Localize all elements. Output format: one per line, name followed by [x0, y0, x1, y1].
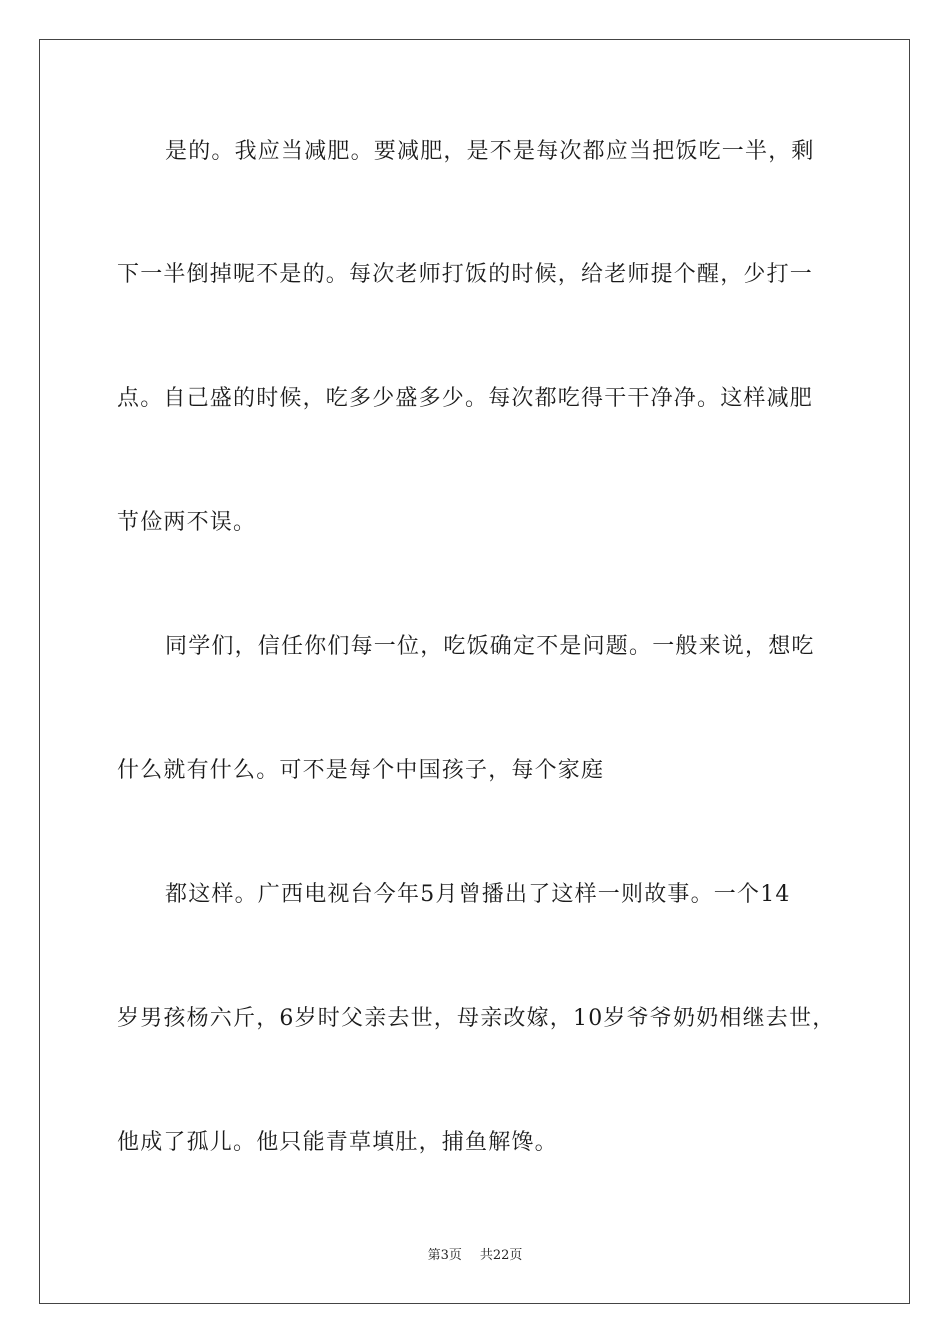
- paragraph-line: 节俭两不误。: [117, 510, 257, 535]
- page-total: 共22页: [479, 1248, 523, 1263]
- paragraph-line: 什么就有什么。可不是每个中国孩子，每个家庭: [117, 758, 605, 783]
- paragraph-line: 点。自己盛的时候，吃多少盛多少。每次都吃得干干净净。这样减肥: [117, 386, 814, 411]
- page-number: 第3页: [427, 1248, 462, 1263]
- paragraph-line: 都这样。广西电视台今年5月曾播出了这样一则故事。一个14: [165, 882, 791, 907]
- paragraph-line: 岁男孩杨六斤，6岁时父亲去世，母亲改嫁，10岁爷爷奶奶相继去世，: [117, 1006, 836, 1031]
- paragraph-line: 是的。我应当减肥。要减肥，是不是每次都应当把饭吃一半，剩: [165, 139, 815, 164]
- paragraph-line: 他成了孤儿。他只能青草填肚，捕鱼解馋。: [117, 1130, 558, 1155]
- paragraph-line: 同学们，信任你们每一位，吃饭确定不是问题。一般来说，想吃: [165, 634, 815, 659]
- page-footer: [0, 1247, 950, 1265]
- page-border: [39, 39, 910, 1304]
- paragraph-line: 下一半倒掉呢不是的。每次老师打饭的时候，给老师提个醒，少打一: [117, 262, 814, 287]
